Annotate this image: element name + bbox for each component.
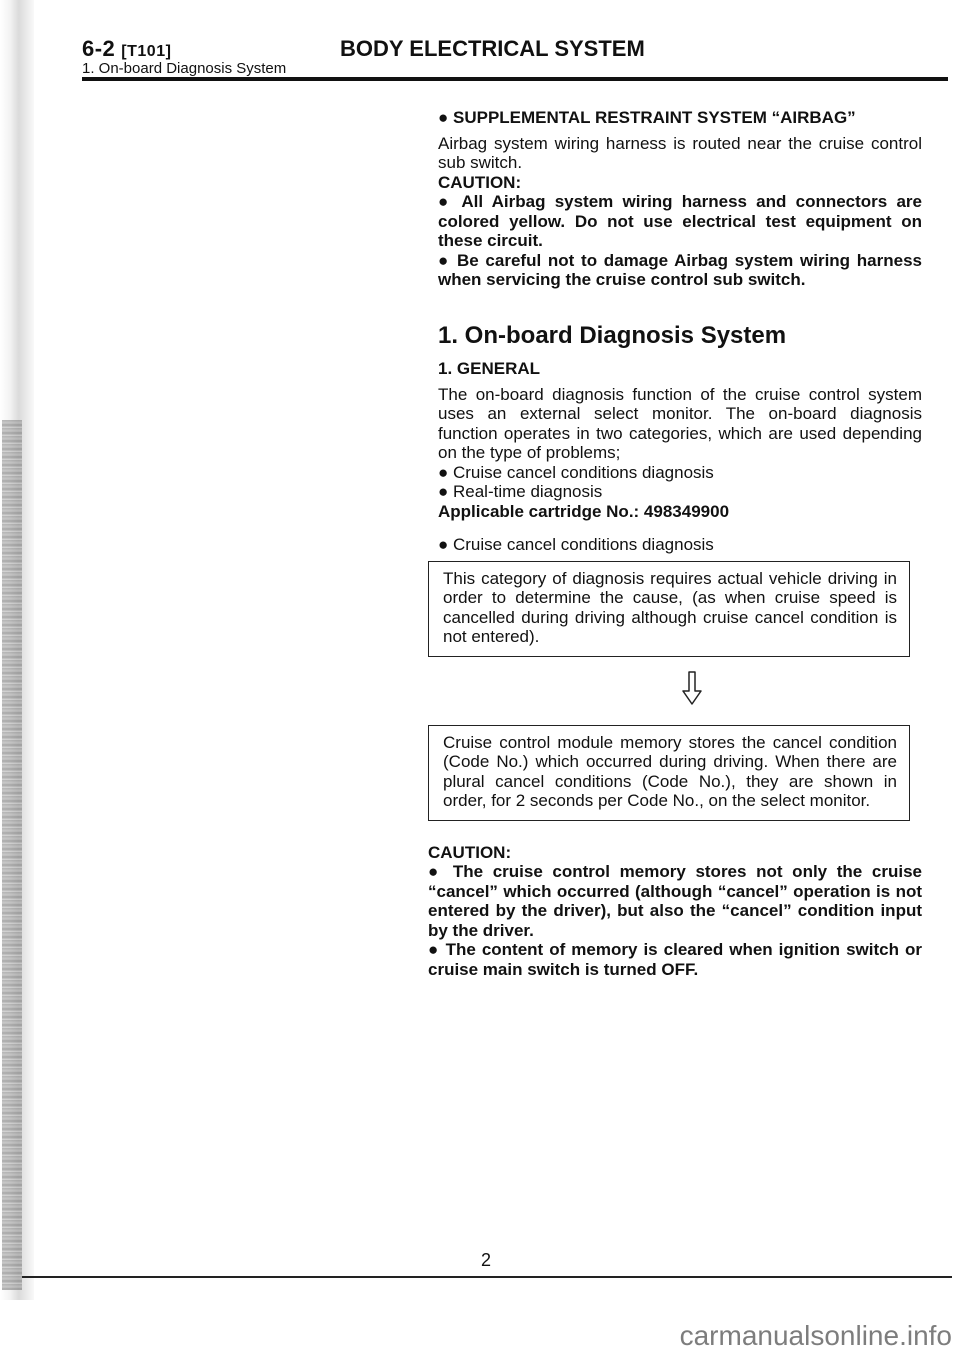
airbag-caution-label: CAUTION: <box>438 172 522 192</box>
main-caution-1: ● The cruise control memory stores not only the cruise “cancel” which occurred (although “cancel” operation is not entered by the driver), but also the “cancel” condition input by the driver. <box>428 862 922 940</box>
watermark: carmanualsonline.info <box>679 1320 952 1351</box>
subsection-title: 1. On-board Diagnosis System <box>82 60 287 77</box>
section-title: BODY ELECTRICAL SYSTEM <box>340 36 645 61</box>
cartridge-number: Applicable cartridge No.: 498349900 <box>438 501 730 521</box>
footer-page-number: 2 <box>481 1250 492 1270</box>
cancel-diagnosis-heading: ● Cruise cancel conditions diagnosis <box>438 535 714 554</box>
scan-binding-edge <box>2 420 22 1290</box>
bullet-realtime-diagnosis: ● Real-time diagnosis <box>438 482 603 501</box>
page-code: [T101] <box>121 43 172 60</box>
airbag-caution-2: ● Be careful not to damage Airbag system wiring harness when servicing the cruise control sub switch. <box>438 250 922 289</box>
main-content <box>428 108 922 979</box>
bullet-cancel-diagnosis: ● Cruise cancel conditions diagnosis <box>438 462 714 482</box>
main-caution-2: ● The content of memory is cleared when ignition switch or cruise main switch is turned OFF. <box>428 940 922 979</box>
footer-rule <box>22 1276 952 1278</box>
diagnosis-box-1: This category of diagnosis requires actual vehicle driving in order to determine the cause, (as when cruise speed is cancelled during driving although cruise cancel condition is not entered). <box>428 561 910 657</box>
airbag-paragraph: Airbag system wiring harness is routed near the cruise control sub switch. <box>438 133 922 172</box>
airbag-caution-1: ● All Airbag system wiring harness and connectors are colored yellow. Do not use electrical test equipment on these circuit. <box>438 192 922 250</box>
general-paragraph: The on-board diagnosis function of the cruise control system uses an external select monitor. The on-board diagnosis function operates in two categories, which are used depending on the type of problems; <box>438 384 922 462</box>
diagnosis-box-2: Cruise control module memory stores the cancel condition (Code No.) which occurred during driving. When there are plural cancel conditions (Code No.), they are shown in order, for 2 seconds per Code No., on the select monitor. <box>428 725 910 821</box>
page-header <box>82 36 942 82</box>
main-section-title: 1. On-board Diagnosis System <box>438 321 787 349</box>
general-heading: 1. GENERAL <box>438 359 541 378</box>
flow-arrow <box>438 657 922 725</box>
page-number <box>82 36 171 62</box>
main-caution-label: CAUTION: <box>428 842 512 862</box>
airbag-heading: ● SUPPLEMENTAL RESTRAINT SYSTEM “AIRBAG” <box>438 108 856 127</box>
page-number-text: 6-2 <box>82 36 116 61</box>
arrow-down-icon <box>682 671 702 705</box>
header-rule <box>82 77 948 81</box>
